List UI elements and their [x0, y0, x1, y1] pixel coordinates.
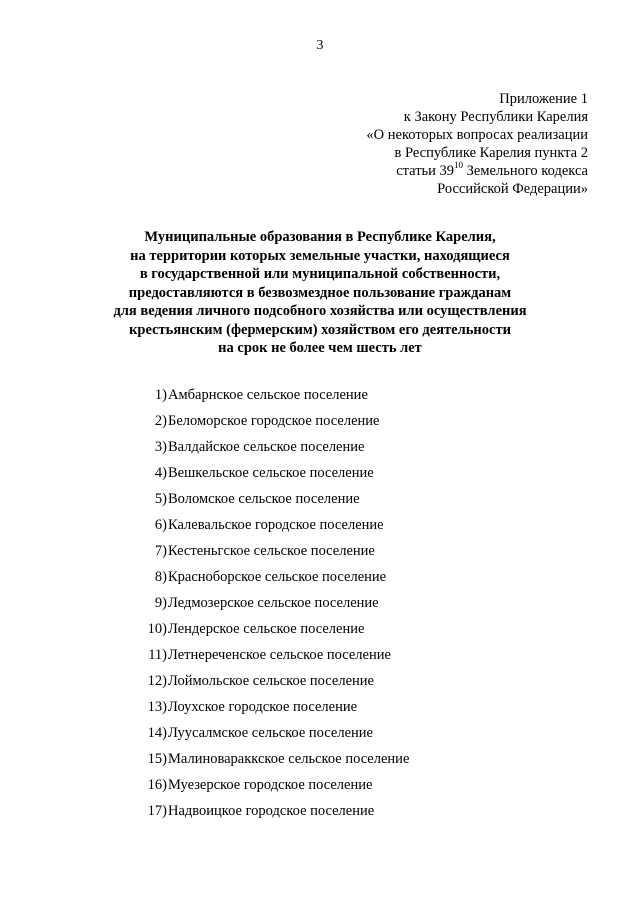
item-number: 15) — [147, 751, 167, 767]
item-text: Надвоицкое городское поселение — [168, 803, 375, 819]
list-item — [0, 436, 640, 462]
item-number: 14) — [147, 725, 167, 741]
item-number: 13) — [147, 699, 167, 715]
item-number: 7) — [154, 543, 167, 559]
list-item — [0, 618, 640, 644]
item-number: 4) — [154, 465, 167, 481]
appendix-line-5 — [366, 162, 588, 180]
item-number: 10) — [147, 621, 167, 637]
item-text: Лоймольское сельское поселение — [168, 673, 374, 689]
list-item — [0, 696, 640, 722]
item-number: 12) — [147, 673, 167, 689]
item-text: Ледмозерское сельское поселение — [168, 595, 379, 611]
appendix-line-2: к Закону Республики Карелия — [403, 109, 588, 125]
item-number: 9) — [154, 595, 167, 611]
item-number: 1) — [154, 387, 167, 403]
list-item — [0, 592, 640, 618]
appendix-line-5-superscript: 10 — [454, 160, 464, 171]
item-number: 6) — [154, 517, 167, 533]
item-text: Вешкельское сельское поселение — [168, 465, 374, 481]
item-number: 17) — [147, 803, 167, 819]
item-text: Малиновараккское сельское поселение — [168, 751, 410, 767]
item-text: Беломорское городское поселение — [168, 413, 380, 429]
title-line-4: предоставляются в безвозмездное пользование гражданам — [128, 284, 512, 301]
item-number: 11) — [148, 647, 167, 663]
list-item — [0, 748, 640, 774]
list-item — [0, 670, 640, 696]
item-number: 16) — [147, 777, 167, 793]
item-text: Кестеньгское сельское поселение — [168, 543, 375, 559]
item-number: 2) — [154, 413, 167, 429]
list-item — [0, 462, 640, 488]
list-item — [0, 566, 640, 592]
item-number: 8) — [154, 569, 167, 585]
item-text: Луусалмское сельское поселение — [168, 725, 373, 741]
item-text: Лендерское сельское поселение — [168, 621, 365, 637]
title-line-5: для ведения личного подсобного хозяйства или осуществления — [113, 303, 527, 319]
item-text: Муезерское городское поселение — [168, 777, 373, 793]
appendix-line-5-before: статьи 39 — [396, 163, 455, 179]
item-text: Воломское сельское поселение — [168, 491, 360, 507]
list-item — [0, 384, 640, 410]
appendix-header — [366, 90, 588, 198]
list-item — [0, 774, 640, 800]
item-text: Калевальское городское поселение — [168, 517, 384, 533]
list-item — [0, 644, 640, 670]
appendix-line-4: в Республике Карелия пункта 2 — [394, 145, 588, 161]
item-text: Летнереченское сельское поселение — [168, 647, 391, 663]
appendix-line-1: Приложение 1 — [499, 91, 588, 107]
item-text: Амбарнское сельское поселение — [168, 387, 368, 403]
list-item — [0, 540, 640, 566]
title-line-2: на территории которых земельные участки, находящиеся — [130, 247, 510, 264]
municipality-list — [0, 384, 640, 826]
title-line-1: Муниципальные образования в Республике Карелия, — [144, 229, 496, 245]
list-item — [0, 410, 640, 436]
appendix-line-6: Российской Федерации» — [437, 181, 588, 197]
title-line-3: в государственной или муниципальной собственности, — [139, 266, 501, 282]
appendix-line-3: «О некоторых вопросах реализации — [366, 127, 588, 143]
title-line-6: крестьянским (фермерским) хозяйством его деятельности — [129, 321, 511, 338]
item-text: Валдайское сельское поселение — [168, 439, 365, 455]
item-number: 3) — [154, 439, 167, 455]
list-item — [0, 488, 640, 514]
page-number: 3 — [316, 38, 324, 53]
list-item — [0, 514, 640, 540]
item-text: Красноборское сельское поселение — [168, 569, 387, 585]
document-title — [0, 228, 640, 358]
item-text: Лоухское городское поселение — [168, 699, 358, 715]
list-item — [0, 800, 640, 826]
item-number: 5) — [154, 491, 167, 507]
appendix-line-5-after: Земельного кодекса — [463, 163, 588, 179]
title-line-7: на срок не более чем шесть лет — [218, 340, 422, 356]
list-item — [0, 722, 640, 748]
